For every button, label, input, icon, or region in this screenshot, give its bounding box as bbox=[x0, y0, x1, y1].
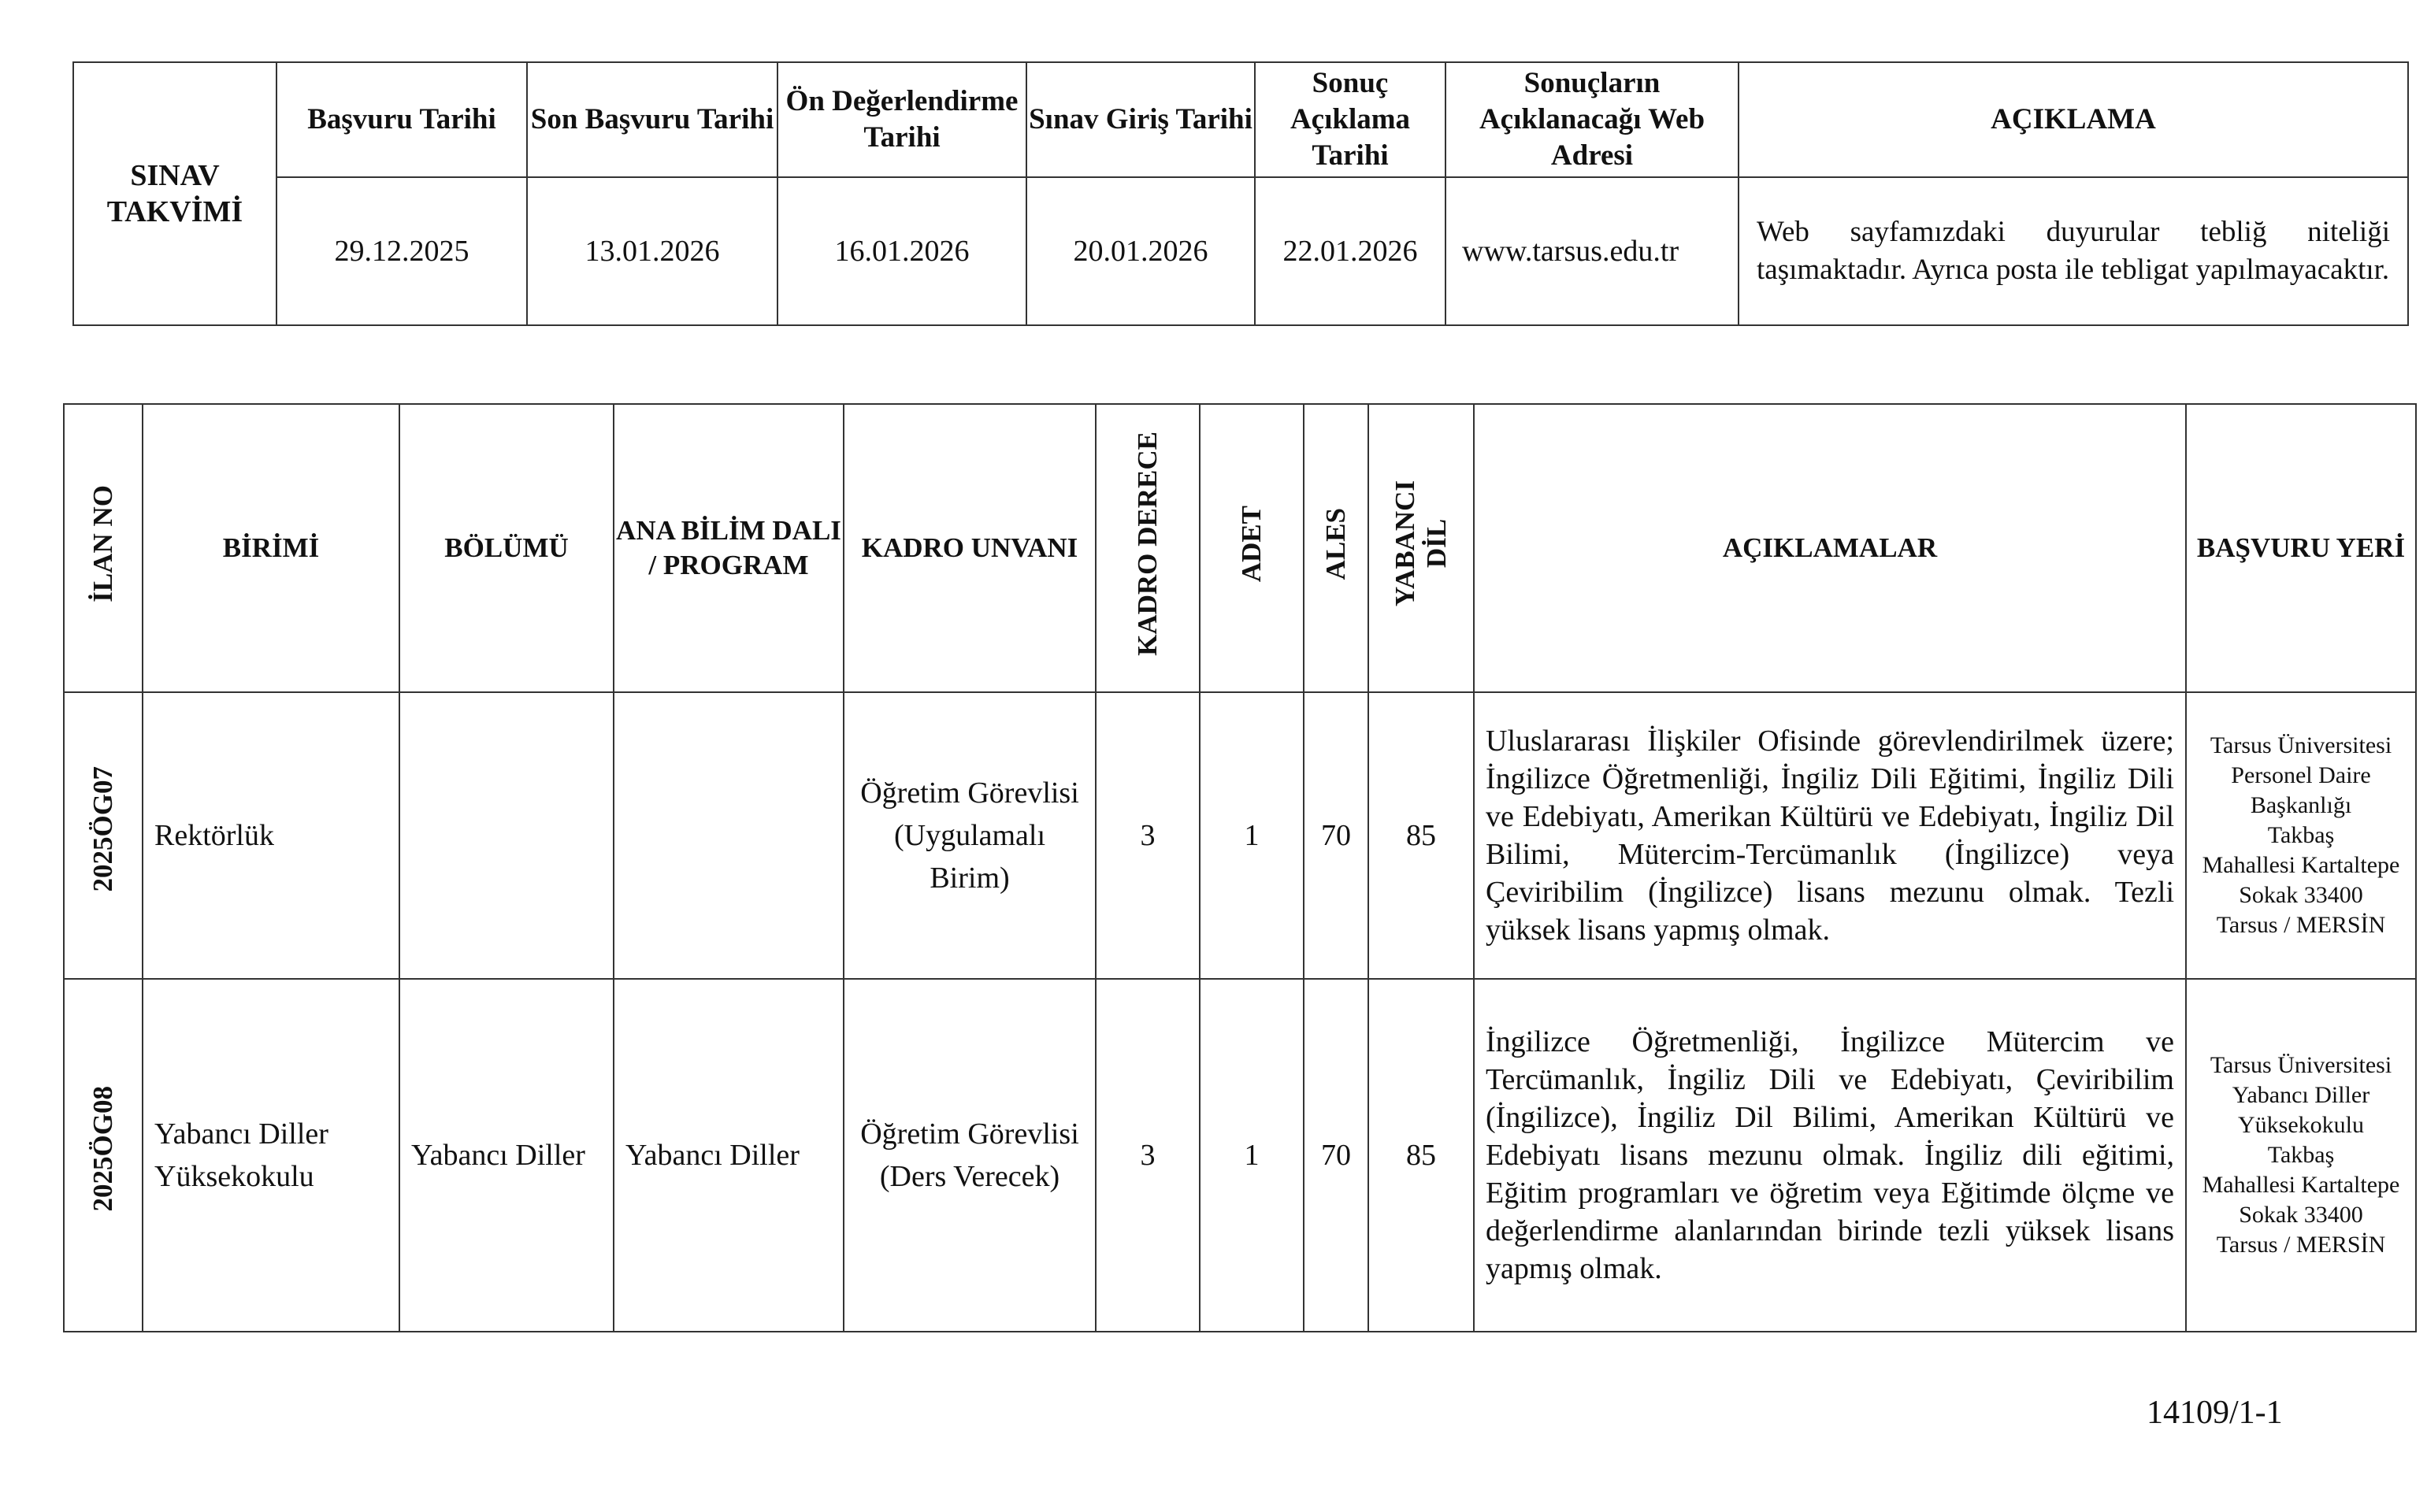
schedule-title: SINAV TAKVİMİ bbox=[73, 62, 276, 325]
value-sinav-giris-tarihi: 20.01.2026 bbox=[1026, 177, 1255, 325]
basvuru-yeri: Tarsus Üniversitesi Personel Daire Başkanlığı Takbaş Mahallesi Kartaltepe Sokak 33400 Tarsus / MERSİN bbox=[2186, 692, 2416, 979]
yabanci-dil: 85 bbox=[1368, 692, 1474, 979]
ilan-no: 2025ÖG08 bbox=[64, 979, 143, 1332]
value-aciklama: Web sayfamızdaki duyurular tebliğ niteliği taşımaktadır. Ayrıca posta ile tebligat yapılmayacaktır. bbox=[1739, 177, 2408, 325]
header-sinav-giris-tarihi: Sınav Giriş Tarihi bbox=[1026, 62, 1255, 177]
header-basvuru-yeri: BAŞVURU YERİ bbox=[2186, 404, 2416, 692]
header-on-degerlendirme-tarihi: Ön Değerlendirme Tarihi bbox=[777, 62, 1026, 177]
header-ana-bilim-dali: ANA BİLİM DALI / PROGRAM bbox=[614, 404, 844, 692]
basvuru-yeri: Tarsus Üniversitesi Yabancı Diller Yüksekokulu Takbaş Mahallesi Kartaltepe Sokak 33400 Tarsus / MERSİN bbox=[2186, 979, 2416, 1332]
birimi: Rektörlük bbox=[143, 692, 399, 979]
page-number: 14109/1-1 bbox=[2147, 1395, 2283, 1431]
header-yabanci-dil: YABANCI DİL bbox=[1368, 404, 1474, 692]
header-aciklamalar: AÇIKLAMALAR bbox=[1474, 404, 2186, 692]
value-son-basvuru-tarihi: 13.01.2026 bbox=[527, 177, 777, 325]
header-ilan-no: İLAN NO bbox=[64, 404, 143, 692]
header-aciklama: AÇIKLAMA bbox=[1739, 62, 2408, 177]
kadro-derece: 3 bbox=[1096, 692, 1200, 979]
header-birimi: BİRİMİ bbox=[143, 404, 399, 692]
ales: 70 bbox=[1304, 692, 1368, 979]
kadro-derece: 3 bbox=[1096, 979, 1200, 1332]
birimi: Yabancı Diller Yüksekokulu bbox=[143, 979, 399, 1332]
header-basvuru-tarihi: Başvuru Tarihi bbox=[276, 62, 527, 177]
header-kadro-unvani: KADRO UNVANI bbox=[844, 404, 1096, 692]
yabanci-dil: 85 bbox=[1368, 979, 1474, 1332]
value-sonuc-aciklama-tarihi: 22.01.2026 bbox=[1255, 177, 1445, 325]
bolumu bbox=[399, 692, 614, 979]
header-bolumu: BÖLÜMÜ bbox=[399, 404, 614, 692]
header-adet: ADET bbox=[1200, 404, 1304, 692]
header-sonuc-aciklama-tarihi: Sonuç Açıklama Tarihi bbox=[1255, 62, 1445, 177]
adet: 1 bbox=[1200, 979, 1304, 1332]
ales: 70 bbox=[1304, 979, 1368, 1332]
header-son-basvuru-tarihi: Son Başvuru Tarihi bbox=[527, 62, 777, 177]
kadro-unvani: Öğretim Görevlisi (Uygulamalı Birim) bbox=[844, 692, 1096, 979]
ilan-no: 2025ÖG07 bbox=[64, 692, 143, 979]
value-basvuru-tarihi: 29.12.2025 bbox=[276, 177, 527, 325]
bolumu: Yabancı Diller bbox=[399, 979, 614, 1332]
exam-schedule-table bbox=[72, 61, 2409, 326]
value-on-degerlendirme-tarihi: 16.01.2026 bbox=[777, 177, 1026, 325]
aciklamalar: Uluslararası İlişkiler Ofisinde görevlendirilmek üzere; İngilizce Öğretmenliği, İngiliz Dili Eğitimi, İngiliz Dili ve Edebiyatı, Amerikan Kültürü ve Edebiyatı, İngiliz Dil Bilimi, Mütercim-Tercümanlık (İngilizce) veya Çeviribilim (İngilizce) lisans mezunu olmak. Tezli yüksek lisans yapmış olmak. bbox=[1474, 692, 2186, 979]
table-row bbox=[64, 979, 2416, 1332]
kadro-unvani: Öğretim Görevlisi (Ders Verecek) bbox=[844, 979, 1096, 1332]
adet: 1 bbox=[1200, 692, 1304, 979]
positions-table bbox=[63, 403, 2417, 1332]
value-web-adresi: www.tarsus.edu.tr bbox=[1445, 177, 1739, 325]
header-ales: ALES bbox=[1304, 404, 1368, 692]
header-kadro-derece: KADRO DERECE bbox=[1096, 404, 1200, 692]
table-row bbox=[64, 692, 2416, 979]
ana-bilim-dali: Yabancı Diller bbox=[614, 979, 844, 1332]
header-web-adresi: Sonuçların Açıklanacağı Web Adresi bbox=[1445, 62, 1739, 177]
ana-bilim-dali bbox=[614, 692, 844, 979]
aciklamalar: İngilizce Öğretmenliği, İngilizce Mütercim ve Tercümanlık, İngiliz Dili ve Edebiyatı, Çeviribilim (İngilizce), İngiliz Dil Bilimi, Amerikan Kültürü ve Edebiyatı lisans mezunu olmak. İngiliz dili eğitimi, Eğitim programları ve öğretim veya Eğitimde ölçme ve değerlendirme alanlarından birinde tezli yüksek lisans yapmış olmak. bbox=[1474, 979, 2186, 1332]
